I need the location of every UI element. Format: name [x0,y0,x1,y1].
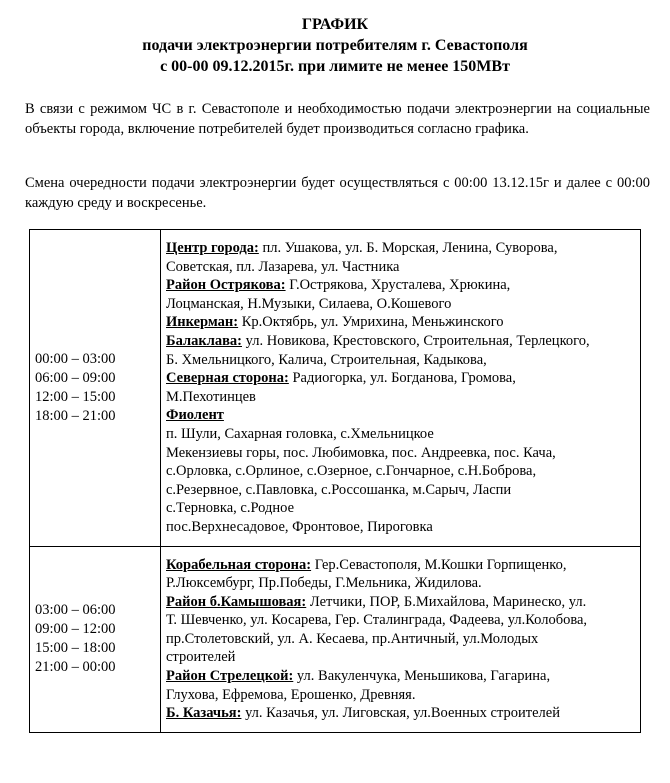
area-line [166,593,636,612]
area-line [166,406,636,425]
area-line [166,462,636,481]
area-line [166,704,636,723]
area-line [166,425,636,444]
area-line [166,295,636,314]
area-text: Лоцманская, Н.Музыки, Силаева, О.Кошевого [166,295,452,312]
area-line [166,686,636,705]
area-line [166,388,636,407]
area-text: Радиогорка, ул. Богданова, Громова, [288,370,516,387]
area-line [166,481,636,500]
area-text: Р.Люксембург, Пр.Победы, Г.Мельника, Жидилова. [166,575,482,592]
district-name: Инкерман: [166,314,239,331]
schedule-row [30,546,641,732]
time-slot: 06:00 – 09:00 [35,369,116,386]
area-line [166,630,636,649]
schedule-row [30,230,641,547]
district-name: Балаклава: [166,332,242,349]
district-name: Корабельная сторона: [166,556,312,573]
schedule-table [29,229,641,733]
area-line [166,518,636,537]
area-line [166,313,636,332]
area-text: пос.Верхнесадовое, Фронтовое, Пироговка [166,518,433,535]
area-line [166,648,636,667]
area-text: М.Пехотинцев [166,388,256,405]
intro-paragraph-2: Смена очередности подачи электроэнергии будет осуществляться с 00:00 13.12.15г и далее с 00:00 каждую среду и воскресенье. [25,175,650,211]
time-slots-cell [30,230,161,547]
area-text: Кр.Октябрь, ул. Умрихина, Меньжинского [238,314,504,331]
document-title [0,14,670,77]
title-heading: ГРАФИК [301,16,369,33]
area-line [166,332,636,351]
area-text: ул. Новикова, Крестовского, Строительная, Терлецкого, [242,332,590,349]
district-name: Северная сторона: [166,370,289,387]
area-line [166,556,636,575]
area-text: с.Терновка, с.Родное [166,500,295,517]
intro-paragraph-1: В связи с режимом ЧС в г. Севастополе и необходимостью подачи электроэнергии на социальные объекты города, включение потребителей будет производиться согласно графика. [25,101,650,137]
district-name: Б. Казачья: [166,705,242,722]
area-line [166,369,636,388]
area-line [166,499,636,518]
area-line [166,351,636,370]
area-text: ул. Казачья, ул. Лиговская, ул.Военных строителей [241,705,560,722]
area-text: Глухова, Ефремова, Ерошенко, Древняя. [166,686,416,703]
time-slot: 15:00 – 18:00 [35,640,116,657]
area-text: пр.Столетовский, ул. А. Кесаева, пр.Античный, ул.Молодых [166,630,539,647]
area-line [166,667,636,686]
area-text: Б. Хмельницкого, Калича, Строительная, Кадыкова, [166,351,487,368]
areas-cell [161,230,641,547]
area-text: строителей [166,649,236,666]
time-slot: 18:00 – 21:00 [35,407,116,424]
time-slot: 03:00 – 06:00 [35,602,116,619]
area-line [166,276,636,295]
title-date-limit: с 00-00 09.12.2015г. при лимите не менее 150МВт [160,58,510,75]
area-line [166,574,636,593]
time-slot: 12:00 – 15:00 [35,388,116,405]
district-name: Район Острякова: [166,277,286,294]
area-line [166,611,636,630]
district-name: Район Стрелецкой: [166,668,294,685]
district-name: Район б.Камышовая: [166,593,307,610]
area-text: с.Орловка, с.Орлиное, с.Озерное, с.Гончарное, с.Н.Боброва, [166,463,537,480]
time-slots-cell [30,546,161,732]
time-slot: 21:00 – 00:00 [35,659,116,676]
area-line [166,444,636,463]
area-text: с.Резервное, с.Павловка, с.Россошанка, м.Сарыч, Ласпи [166,481,512,498]
area-line [166,258,636,277]
area-text: пл. Ушакова, ул. Б. Морская, Ленина, Суворова, [258,240,558,256]
area-text: Советская, пл. Лазарева, ул. Частника [166,258,400,275]
area-line [166,239,636,258]
time-slot: 00:00 – 03:00 [35,350,116,367]
area-text: Летчики, ПОР, Б.Михайлова, Маринеско, ул. [306,593,587,610]
area-text: Т. Шевченко, ул. Косарева, Гер. Сталинграда, Фадеева, ул.Колобова, [166,612,588,629]
area-text: Гер.Севастополя, М.Кошки Горпищенко, [311,556,567,573]
area-text: п. Шули, Сахарная головка, с.Хмельницкое [166,425,434,442]
area-text: ул. Вакуленчука, Меньшикова, Гагарина, [293,668,551,685]
title-subheading: подачи электроэнергии потребителям г. Севастополя [142,37,528,54]
areas-cell [161,546,641,732]
area-text: Мекензиевы горы, пос. Любимовка, пос. Андреевка, пос. Кача, [166,444,556,461]
area-text: Г.Острякова, Хрусталева, Хрюкина, [285,277,511,294]
district-name: Фиолент [166,407,224,424]
time-slot: 09:00 – 12:00 [35,621,116,638]
district-name: Центр города: [166,240,259,256]
